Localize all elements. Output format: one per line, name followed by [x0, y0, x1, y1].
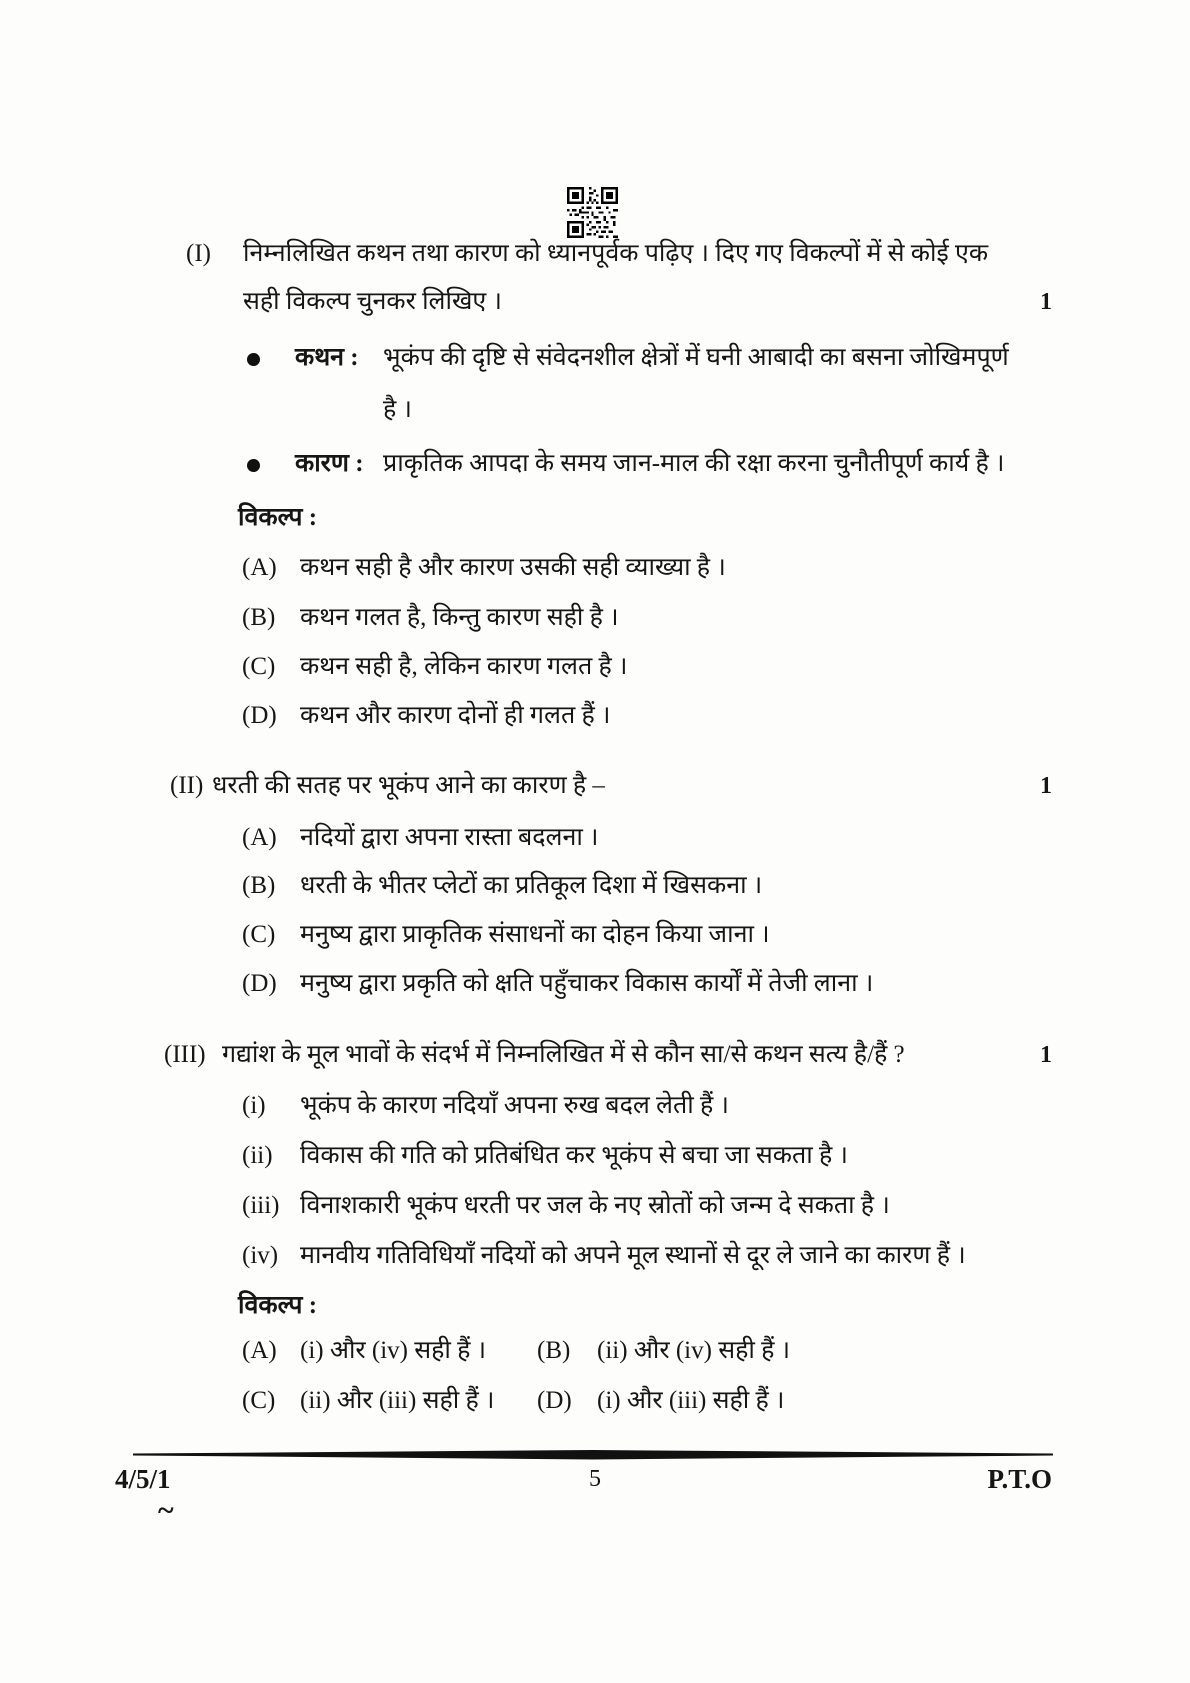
- option-letter: (D): [242, 970, 277, 997]
- statement-text: विकास की गति को प्रतिबंधित कर भूकंप से बचा जा सकता है ।: [300, 1142, 848, 1169]
- question-number: (I): [186, 240, 211, 267]
- question-text-line: सही विकल्प चुनकर लिखिए ।: [243, 288, 502, 315]
- bullet-icon: [247, 459, 260, 472]
- option-letter: (B): [537, 1337, 571, 1364]
- statement-number: (ii): [242, 1142, 273, 1169]
- option-letter: (A): [242, 824, 277, 851]
- statement-number: (iii): [242, 1192, 280, 1219]
- option-text: कथन गलत है, किन्तु कारण सही है ।: [300, 604, 619, 631]
- question-number: (III): [164, 1041, 206, 1068]
- divider-line: [133, 1450, 1053, 1460]
- option-text: (ii) और (iv) सही हैं ।: [597, 1337, 791, 1364]
- statement-number: (i): [242, 1092, 266, 1119]
- statement-label: कथन :: [295, 344, 359, 371]
- option-text: (ii) और (iii) सही हैं ।: [300, 1387, 495, 1414]
- options-heading: विकल्प :: [238, 1292, 318, 1319]
- option-text: नदियों द्वारा अपना रास्ता बदलना ।: [300, 824, 599, 851]
- reason-text: प्राकृतिक आपदा के समय जान-माल की रक्षा करना चुनौतीपूर्ण कार्य है ।: [383, 450, 1005, 477]
- page-number: 5: [589, 1466, 601, 1492]
- tilde-mark: ~: [158, 1494, 174, 1527]
- marks-value: 1: [1040, 773, 1052, 799]
- qr-code: [567, 187, 618, 238]
- option-text: कथन सही है, लेकिन कारण गलत है ।: [300, 653, 628, 680]
- option-letter: (C): [242, 921, 276, 948]
- option-letter: (A): [242, 1337, 277, 1364]
- marks-value: 1: [1040, 289, 1052, 315]
- question-number: (II): [170, 772, 204, 799]
- statement-number: (iv): [242, 1242, 279, 1269]
- marks-value: 1: [1040, 1042, 1052, 1068]
- option-letter: (B): [242, 872, 276, 899]
- option-letter: (C): [242, 653, 276, 680]
- bullet-icon: [247, 353, 260, 366]
- statement-text: भूकंप के कारण नदियाँ अपना रुख बदल लेती हैं ।: [300, 1092, 729, 1119]
- pto-label: P.T.O: [987, 1464, 1052, 1494]
- option-letter: (D): [242, 702, 277, 729]
- question-text-line: निम्नलिखित कथन तथा कारण को ध्यानपूर्वक पढ़िए । दिए गए विकल्पों में से कोई एक: [243, 240, 989, 267]
- reason-label: कारण :: [295, 450, 364, 477]
- question-text-line: धरती की सतह पर भूकंप आने का कारण है –: [212, 772, 605, 799]
- option-text: (i) और (iv) सही हैं ।: [300, 1337, 487, 1364]
- option-letter: (C): [242, 1387, 276, 1414]
- option-letter: (D): [537, 1387, 572, 1414]
- options-heading: विकल्प :: [238, 504, 318, 531]
- option-text: (i) और (iii) सही हैं ।: [597, 1387, 785, 1414]
- paper-code: 4/5/1: [115, 1464, 171, 1494]
- statement-text: मानवीय गतिविधियाँ नदियों को अपने मूल स्थानों से दूर ले जाने का कारण हैं ।: [300, 1242, 966, 1269]
- statement-text: विनाशकारी भूकंप धरती पर जल के नए स्रोतों को जन्म दे सकता है ।: [300, 1192, 890, 1219]
- option-text: धरती के भीतर प्लेटों का प्रतिकूल दिशा में खिसकना ।: [300, 872, 763, 899]
- statement-text-line: है ।: [383, 396, 413, 423]
- option-letter: (A): [242, 554, 277, 581]
- option-text: मनुष्य द्वारा प्राकृतिक संसाधनों का दोहन किया जाना ।: [300, 921, 770, 948]
- option-text: मनुष्य द्वारा प्रकृति को क्षति पहुँचाकर विकास कार्यों में तेजी लाना ।: [300, 970, 874, 997]
- option-text: कथन सही है और कारण उसकी सही व्याख्या है ।: [300, 554, 726, 581]
- option-text: कथन और कारण दोनों ही गलत हैं ।: [300, 702, 611, 729]
- statement-text-line: भूकंप की दृष्टि से संवेदनशील क्षेत्रों में घनी आबादी का बसना जोखिमपूर्ण: [383, 344, 1009, 371]
- option-letter: (B): [242, 604, 276, 631]
- question-text-line: गद्यांश के मूल भावों के संदर्भ में निम्नलिखित में से कौन सा/से कथन सत्य है/हैं ?: [222, 1041, 905, 1068]
